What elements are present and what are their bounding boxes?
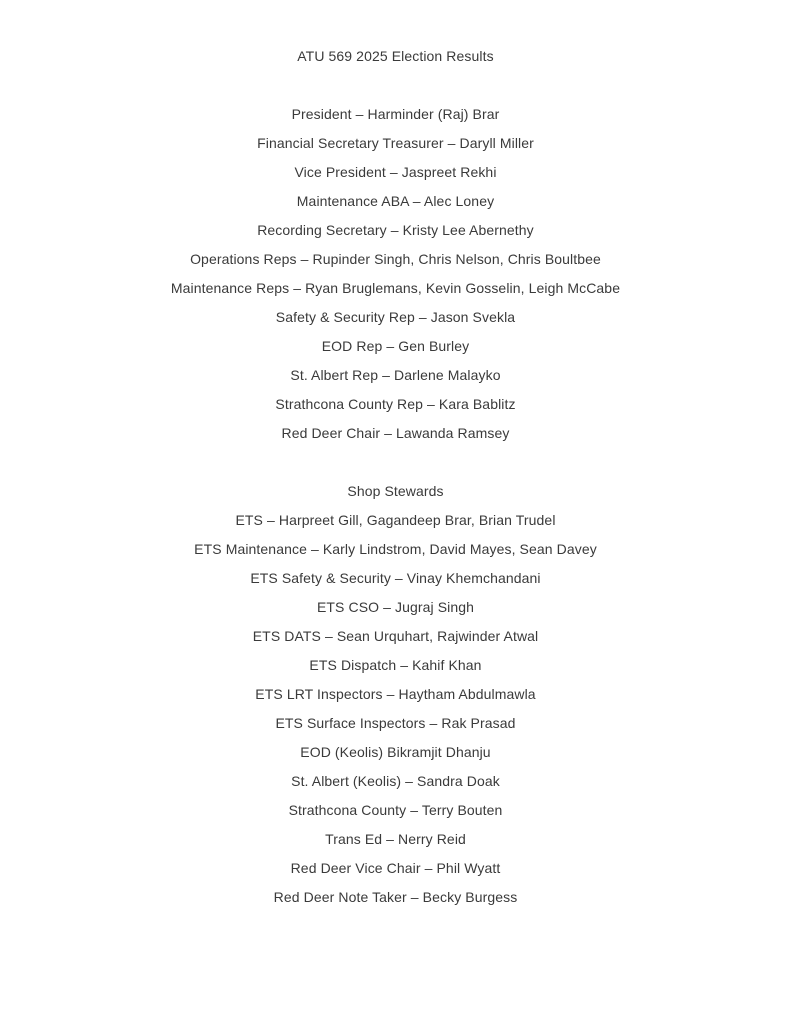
steward-result-line: ETS DATS – Sean Urquhart, Rajwinder Atwal (252, 627, 539, 644)
officer-result-line: Safety & Security Rep – Jason Svekla (275, 308, 516, 325)
officer-result-line: Recording Secretary – Kristy Lee Abernethy (257, 221, 534, 238)
steward-result-line: Red Deer Note Taker – Becky Burgess (273, 888, 518, 905)
officer-result-line: President – Harminder (Raj) Brar (291, 105, 500, 122)
officers-list (0, 99, 791, 447)
steward-result-line: ETS Dispatch – Kahif Khan (309, 656, 482, 673)
officer-result-line: EOD Rep – Gen Burley (321, 337, 470, 354)
stewards-list (0, 505, 791, 911)
steward-result-line: ETS Surface Inspectors – Rak Prasad (275, 714, 516, 731)
officer-result-line: Financial Secretary Treasurer – Daryll Miller (257, 134, 534, 151)
officer-result-line: Maintenance ABA – Alec Loney (296, 192, 495, 209)
steward-result-line: Trans Ed – Nerry Reid (325, 830, 466, 847)
shop-stewards-heading: Shop Stewards (347, 482, 444, 499)
officer-result-line: Red Deer Chair – Lawanda Ramsey (281, 424, 510, 441)
steward-result-line: ETS LRT Inspectors – Haytham Abdulmawla (255, 685, 536, 702)
officer-result-line: Operations Reps – Rupinder Singh, Chris Nelson, Chris Boultbee (190, 250, 601, 267)
officer-result-line: Vice President – Jaspreet Rekhi (294, 163, 497, 180)
steward-result-line: Strathcona County – Terry Bouten (288, 801, 503, 818)
steward-result-line: St. Albert (Keolis) – Sandra Doak (291, 772, 500, 789)
officer-result-line: Strathcona County Rep – Kara Bablitz (275, 395, 516, 412)
officer-result-line: St. Albert Rep – Darlene Malayko (290, 366, 501, 383)
steward-result-line: ETS Safety & Security – Vinay Khemchandani (250, 569, 541, 586)
steward-result-line: ETS Maintenance – Karly Lindstrom, David Mayes, Sean Davey (194, 540, 597, 557)
steward-result-line: ETS – Harpreet Gill, Gagandeep Brar, Brian Trudel (235, 511, 556, 528)
steward-result-line: Red Deer Vice Chair – Phil Wyatt (290, 859, 501, 876)
steward-result-line: ETS CSO – Jugraj Singh (316, 598, 475, 615)
blank-line (0, 70, 791, 99)
page-title: ATU 569 2025 Election Results (297, 47, 494, 64)
officer-result-line: Maintenance Reps – Ryan Bruglemans, Kevin Gosselin, Leigh McCabe (170, 279, 621, 296)
blank-line (0, 447, 791, 476)
steward-result-line: EOD (Keolis) Bikramjit Dhanju (300, 743, 491, 760)
